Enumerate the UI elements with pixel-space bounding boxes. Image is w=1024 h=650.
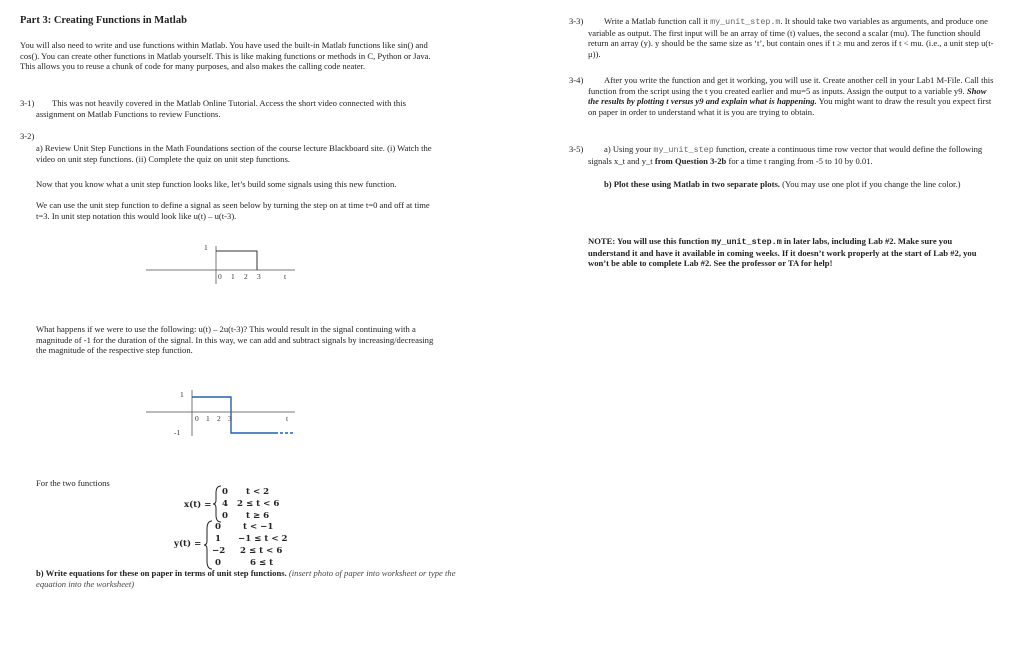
q33-number: 3-3) — [569, 16, 584, 26]
q35-code: my_unit_step — [653, 145, 714, 155]
q32-a-text: a) Review Unit Step Functions in the Math Foundations section of the course lecture Blackboard site. (i) Watch the video on unit step functions. (ii) Complete the quiz on unit step functions. — [36, 143, 432, 164]
fig2-tick-1: 1 — [206, 414, 210, 423]
fig1-t-label: t — [284, 272, 287, 281]
q34-tail: You might want to draw the result you expect first on paper in order to understand what it is you are trying to obtain. — [588, 96, 992, 117]
fig2-tick-3: 3 — [228, 414, 232, 423]
x-def-lhs: x(t) = — [184, 500, 212, 510]
x-row-1-cond: 2 ≤ t < 6 — [237, 499, 280, 509]
q33-code: my_unit_step.m — [710, 17, 781, 27]
x-row-0-val: 0 — [222, 487, 228, 497]
x-row-2-val: 0 — [222, 511, 228, 521]
y-row-1-val: 1 — [215, 534, 221, 544]
q35-b-label: b) Plot these using Matlab in two separate plots. — [604, 179, 780, 189]
q32-b-label: b) Write equations for these on paper in terms of unit step functions. — [36, 568, 287, 578]
part3-heading: Part 3: Creating Functions in Matlab — [20, 15, 187, 26]
fig2-tick-0: 0 — [195, 414, 199, 423]
fig1-pulse — [216, 251, 257, 270]
note-body: in later labs, including Lab #2. Make sure you understand it and have it available in coming weeks. If it doesn’t work properly at the start of Lab #2, you won’t be able to complete Lab #2. See the professor or TA for help! — [588, 236, 977, 269]
y-row-3-val: 0 — [215, 558, 221, 568]
q33-text — [588, 16, 994, 59]
x-row-2-cond: t ≥ 6 — [246, 511, 270, 521]
q35-b-text — [604, 179, 994, 190]
y-row-3-cond: 6 ≤ t — [250, 558, 274, 568]
q34-number: 3-4) — [569, 75, 584, 85]
note-intro: NOTE: You will use this function — [588, 236, 710, 246]
q32-b-note: (insert photo of paper into worksheet or type the equation into the worksheet) — [36, 568, 456, 589]
step-negative-figure — [140, 386, 310, 442]
q33-intro: Write a Matlab function call it — [604, 16, 708, 26]
q33-body: . It should take two variables as arguments, and produce one variable as output. The first input will be an array of time (t) values, the second a scalar (mu). The function should return an array (y). y should be the same size as ‘t’, but contain ones if t ≥ mu and zeros if t < mu. (i.e., a unit step u(t- μ)). — [588, 16, 994, 59]
y-row-1-cond: −1 ≤ t < 2 — [238, 534, 288, 544]
y-def-lhs: y(t) = — [174, 539, 202, 549]
fig2-signal — [192, 397, 275, 433]
y-def-brace — [204, 520, 214, 570]
y-row-0-cond: t < −1 — [243, 522, 274, 532]
fig2-t-label: t — [286, 414, 289, 423]
q35-b-rest: (You may use one plot if you change the line color.) — [782, 179, 961, 189]
q32-number: 3-2) — [20, 131, 35, 141]
fig1-tick-3: 3 — [257, 272, 261, 281]
fig1-tick-0: 0 — [218, 272, 222, 281]
q34-text — [588, 75, 994, 117]
use-paragraph: We can use the unit step function to define a signal as seen below by turning the step on at time t=0 and off at time t=3. In unit step notation this would look like u(t) – u(t-3). — [36, 200, 430, 221]
note-text — [588, 236, 994, 269]
for-paragraph: For the two functions — [36, 478, 110, 488]
x-row-0-cond: t < 2 — [246, 487, 270, 497]
q35-a-tail: for a time t ranging from -5 to 10 by 0.01. — [728, 155, 873, 166]
fig2-y-neg-label: -1 — [174, 428, 181, 437]
q34-emphasis: Show the results by plotting t versus y9 and explain what is happening. — [588, 85, 987, 107]
q35-a-text — [588, 144, 994, 166]
q34-intro: After you write the function and get it working, you will use it. Create another cell in your Lab1 M-File. Call this function from the script using the t you created earlier and mu=5 as inputs. Assign the output to a variable y9. — [588, 75, 994, 96]
y-row-0-val: 0 — [215, 522, 221, 532]
q31-text: This was not heavily covered in the Matlab Online Tutorial. Access the short video connected with this assignment on Matlab Functions to review Functions. — [36, 98, 406, 119]
fig2-y-pos-label: 1 — [180, 390, 184, 399]
fig1-tick-1: 1 — [231, 272, 235, 281]
fig2-tick-2: 2 — [217, 414, 221, 423]
fig1-y-label: 1 — [204, 243, 208, 252]
intro-paragraph: You will also need to write and use functions within Matlab. You have used the built-in Matlab functions like sin() and cos(). You can create other functions in Matlab yourself. This is like making functions or methods in C, Python or Java. This allows you to reuse a chunk of code for many purposes, and also makes the calling code neater. — [20, 40, 431, 72]
q32-b-text — [36, 568, 456, 589]
now-paragraph: Now that you know what a unit step function looks like, let’s build some signals using this new function. — [36, 179, 397, 189]
y-row-2-cond: 2 ≤ t < 6 — [240, 546, 283, 556]
q35-number: 3-5) — [569, 144, 584, 154]
fig1-tick-2: 2 — [244, 272, 248, 281]
note-code: my_unit_step.m — [711, 237, 782, 247]
step-pulse-figure — [140, 238, 310, 286]
x-row-1-val: 4 — [222, 499, 228, 509]
q35-a-body: function, create a continuous time row vector that would define the following signals x_t and y_t — [588, 144, 983, 166]
what-paragraph: What happens if we were to use the following: u(t) – 2u(t-3)? This would result in the signal continuing with a magnitude of -1 for the duration of the signal. In this way, we can add and subtract signals by increasing/decreasing the magnitude of the respective step function. — [36, 324, 434, 356]
y-row-2-val: −2 — [212, 546, 226, 556]
q35-a-emphasis: from Question 3-2b — [654, 155, 727, 166]
q31-number: 3-1) — [20, 98, 35, 108]
q35-a-intro: a) Using your — [604, 144, 652, 154]
